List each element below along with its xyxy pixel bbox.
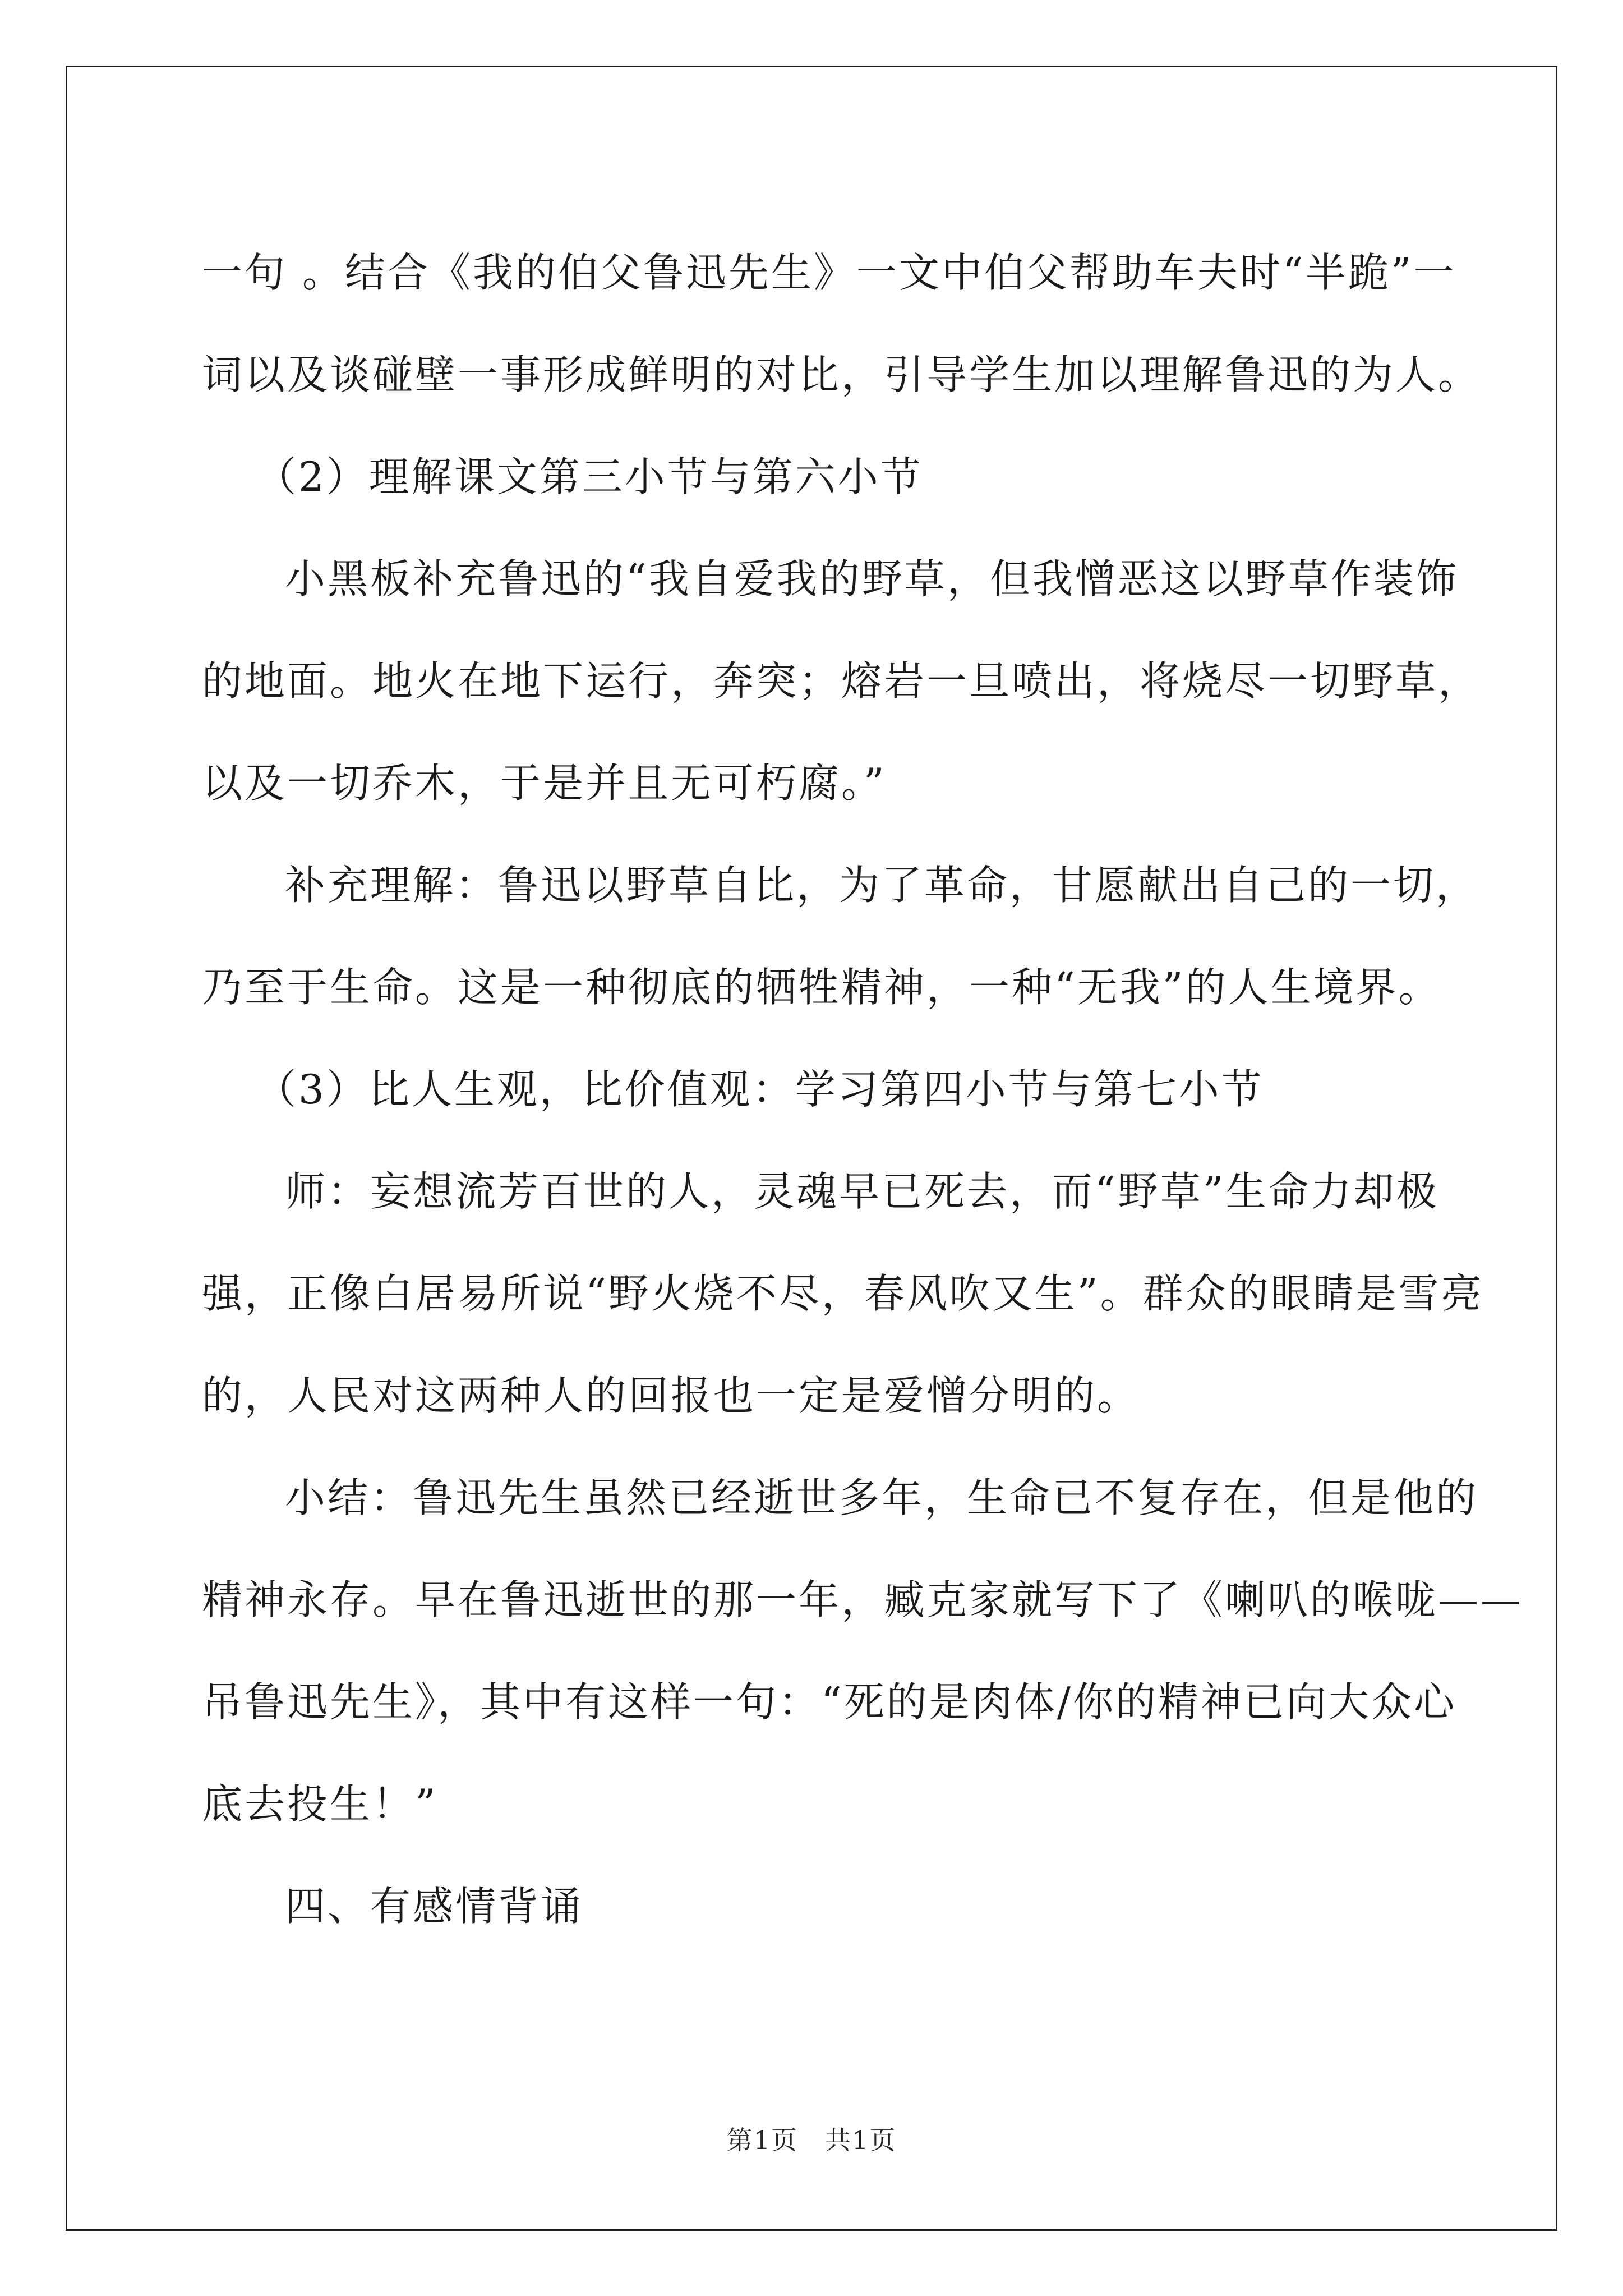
section-heading: 四、有感情背诵 bbox=[285, 1883, 584, 1930]
text-line: 词以及谈碰壁一事形成鲜明的对比，引导学生加以理解鲁迅的为人。 bbox=[202, 351, 1481, 398]
text-line: 的地面。地火在地下运行，奔突；熔岩一旦喷出，将烧尽一切野草， bbox=[202, 657, 1481, 705]
text-line: 师：妄想流芳百世的人，灵魂早已死去，而“野草”生命力却极 bbox=[285, 1168, 1439, 1215]
text-line: 的，人民对这两种人的回报也一定是爱憎分明的。 bbox=[202, 1372, 1140, 1419]
document-body bbox=[202, 222, 1524, 1957]
section-heading: （3）比人生观，比价值观：学习第四小节与第七小节 bbox=[256, 1066, 1264, 1113]
text-line: 小黑板补充鲁迅的“我自爱我的野草，但我憎恶这以野草作装饰 bbox=[285, 555, 1459, 602]
text-line: 以及一切乔木，于是并且无可朽腐。” bbox=[202, 760, 887, 807]
text-line: 乃至于生命。这是一种彻底的牺牲精神，一种“无我”的人生境界。 bbox=[202, 964, 1441, 1011]
section-heading: （2）理解课文第三小节与第六小节 bbox=[256, 453, 923, 500]
text-line: 小结：鲁迅先生虽然已经逝世多年，生命已不复存在，但是他的 bbox=[285, 1474, 1479, 1521]
text-line: 底去投生！” bbox=[202, 1780, 438, 1828]
text-line: 吊鲁迅先生》，其中有这样一句：“死的是肉体/你的精神已向大众心 bbox=[202, 1678, 1457, 1726]
text-line: 一句 。结合《我的伯父鲁迅先生》一文中伯父帮助车夫时“半跪”一 bbox=[202, 249, 1456, 296]
page-number: 第1页 共1页 bbox=[726, 2125, 897, 2155]
text-line: 补充理解：鲁迅以野草自比，为了革命，甘愿献出自己的一切， bbox=[285, 862, 1479, 909]
text-line: 精神永存。早在鲁迅逝世的那一年，臧克家就写下了《喇叭的喉咙—— bbox=[202, 1576, 1524, 1623]
text-line: 强，正像白居易所说“野火烧不尽，春风吹又生”。群众的眼睛是雪亮 bbox=[202, 1270, 1484, 1317]
